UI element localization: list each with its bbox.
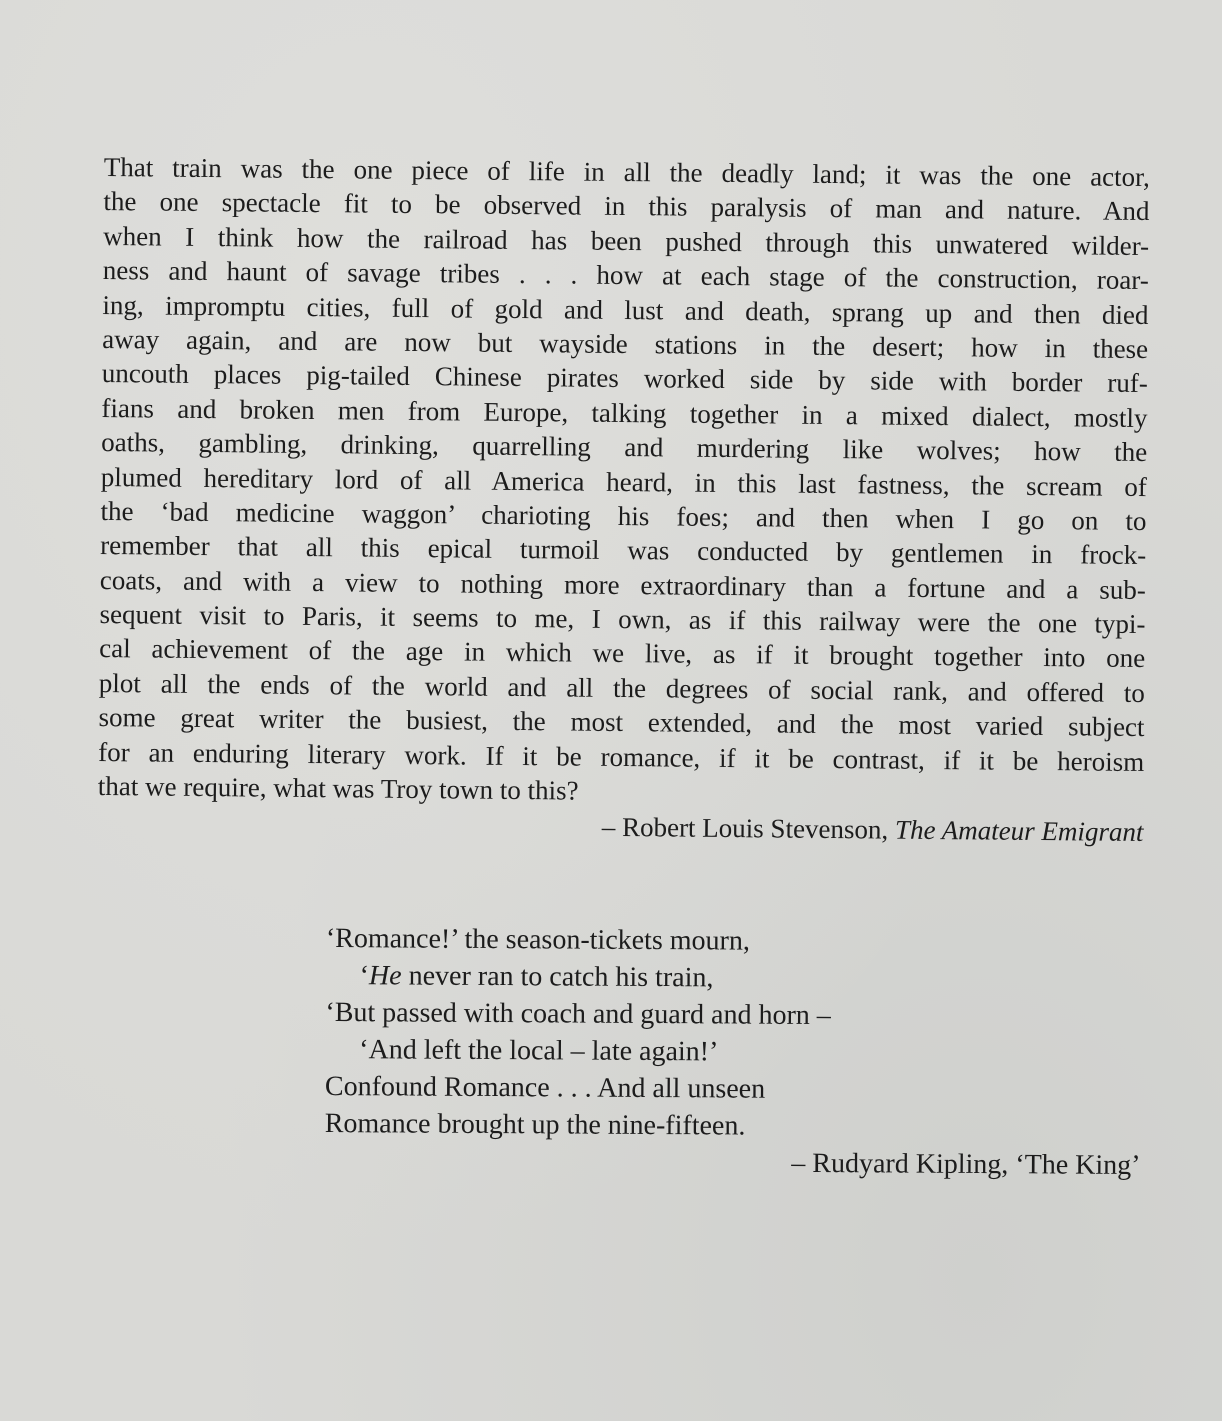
prose-line: for an enduring literary work. If it be romance, if it be contrast, if it be heroism bbox=[98, 736, 1145, 777]
prose-line: when I think how the railroad has been pushed through this unwatered wilder- bbox=[103, 220, 1150, 261]
prose-line: uncouth places pig-tailed Chinese pirates worked side by side with border ruf- bbox=[101, 358, 1148, 399]
prose-line: plumed hereditary lord of all America heard, in this last fastness, the scream of bbox=[100, 461, 1147, 502]
verse-line: ‘And left the local – late again!’ bbox=[359, 1034, 719, 1068]
prose-line: the ‘bad medicine waggon’ charioting his foes; and then when I go on to bbox=[100, 495, 1147, 536]
prose-line: plot all the ends of the world and all the degrees of social rank, and offered to bbox=[98, 667, 1145, 708]
prose-line: coats, and with a view to nothing more extraordinary than a fortune and a sub- bbox=[99, 564, 1146, 605]
prose-line: remember that all this epical turmoil was conducted by gentlemen in frock- bbox=[100, 530, 1147, 571]
prose-line: oaths, gambling, drinking, quarrelling and murdering like wolves; how the bbox=[101, 427, 1148, 468]
kipling-verse bbox=[324, 920, 1146, 1184]
prose-line: fians and broken men from Europe, talking together in a mixed dialect, mostly bbox=[101, 392, 1148, 433]
stevenson-quote bbox=[97, 150, 1150, 850]
kipling-attribution: – Rudyard Kipling, ‘The King’ bbox=[791, 1147, 1141, 1181]
verse-line-rest: never ran to catch his train, bbox=[401, 960, 714, 994]
prose-line: away again, and are now but wayside stations in the desert; how in these bbox=[102, 323, 1149, 364]
verse-line: ‘But passed with coach and guard and horn – bbox=[325, 996, 831, 1032]
prose-line: that we require, what was Troy town to this? bbox=[97, 771, 579, 806]
prose-line: some great writer the busiest, the most extended, and the most varied subject bbox=[98, 702, 1145, 743]
verse-emphasis: He bbox=[368, 960, 402, 992]
prose-line: ing, impromptu cities, full of gold and lust and death, sprang up and then died bbox=[102, 289, 1149, 330]
verse-line: Confound Romance . . . And all unseen bbox=[324, 1070, 766, 1105]
prose-line: That train was the one piece of life in all the deadly land; it was the one actor, bbox=[103, 151, 1150, 193]
prose-line: the one spectacle fit to be observed in this paralysis of man and nature. And bbox=[103, 186, 1150, 227]
verse-line bbox=[326, 957, 1146, 999]
prose-line: ness and haunt of savage tribes . . . how at each stage of the construction, roar- bbox=[102, 255, 1149, 296]
verse-line: Romance brought up the nine-fifteen. bbox=[324, 1107, 746, 1142]
attribution-author: – Robert Louis Stevenson, bbox=[601, 812, 896, 846]
verse-line: ‘Romance!’ the season-tickets mourn, bbox=[325, 922, 750, 957]
prose-line: sequent visit to Paris, it seems to me, I own, as if this railway were the one typi- bbox=[99, 599, 1146, 640]
verse-quote-mark: ‘ bbox=[359, 960, 370, 992]
attribution-book-title: The Amateur Emigrant bbox=[894, 815, 1144, 848]
prose-line: cal achievement of the age in which we live, as if it brought together into one bbox=[99, 633, 1146, 674]
